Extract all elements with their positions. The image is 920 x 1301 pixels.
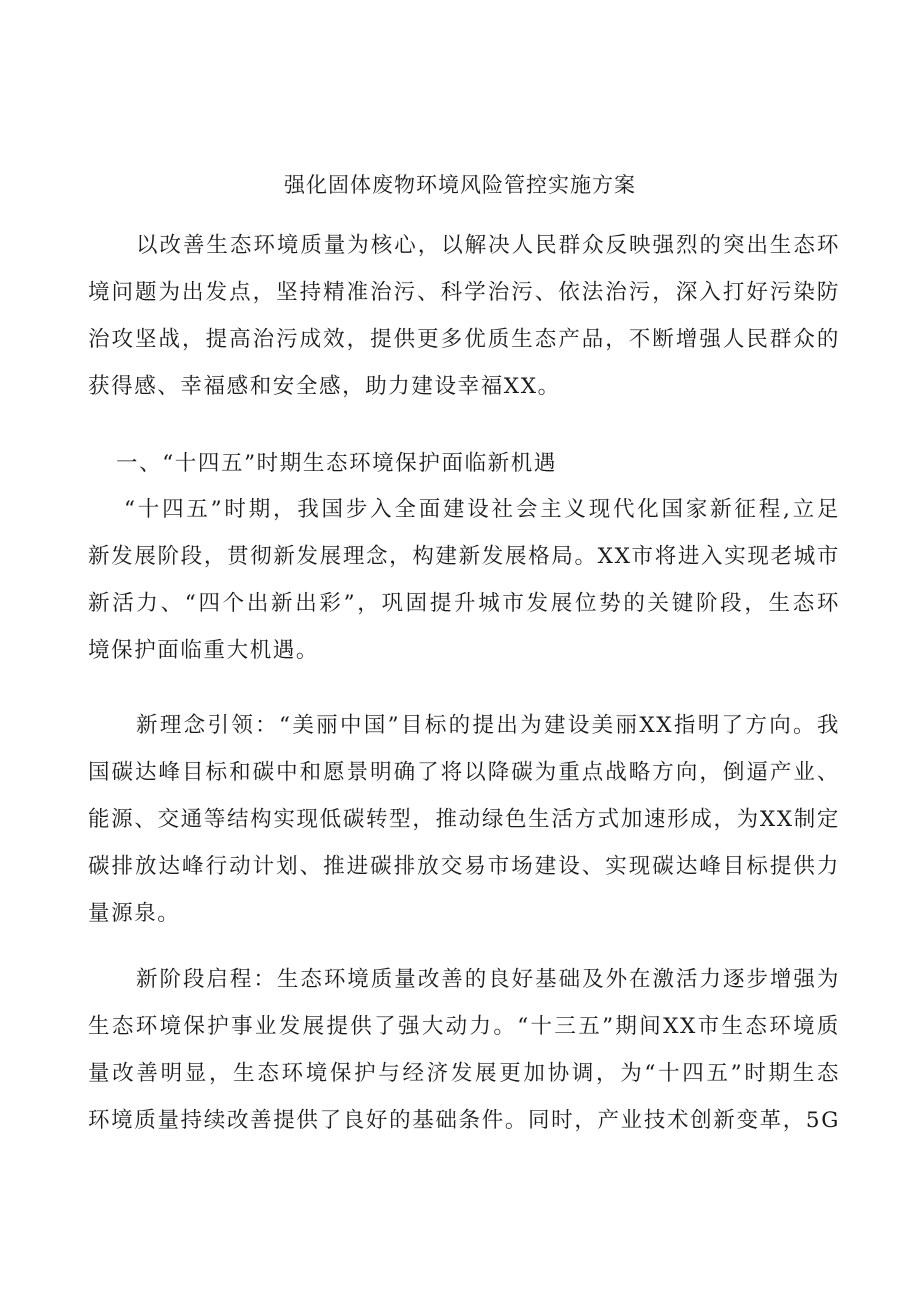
paragraph-line: 国碳达峰目标和碳中和愿景明确了将以降碳为重点战略方向，倒逼产业、 xyxy=(88,760,840,785)
paragraph-line: 新阶段启程：生态环境质量改善的良好基础及外在激活力逐步增强为 xyxy=(136,967,840,992)
paragraph-line: 境问题为出发点，坚持精准治污、科学治污、依法治污，深入打好污染防 xyxy=(88,280,840,305)
intro-paragraph xyxy=(88,222,840,410)
paragraph-line: “十四五”时期，我国步入全面建设社会主义现代化国家新征程,立足 xyxy=(124,497,840,522)
paragraph-line: 量源泉。 xyxy=(88,901,181,926)
paragraph-line: 治攻坚战，提高治污成效，提供更多优质生态产品，不断增强人民群众的 xyxy=(88,327,840,352)
paragraph-line: 境保护面临重大机遇。 xyxy=(88,638,320,663)
paragraph-line: 能源、交通等结构实现低碳转型，推动绿色生活方式加速形成，为XX制定 xyxy=(88,807,840,832)
new-stage-paragraph xyxy=(88,956,840,1144)
opportunity-paragraph xyxy=(88,486,840,674)
paragraph-line: 生态环境保护事业发展提供了强大动力。“十三五”期间XX市生态环境质 xyxy=(88,1014,840,1039)
paragraph-line: 新发展阶段，贯彻新发展理念，构建新发展格局。XX市将进入实现老城市 xyxy=(88,544,840,569)
section-heading-text: 一、“十四五”时期生态环境保护面临新机遇 xyxy=(116,451,557,476)
paragraph-line: 环境质量持续改善提供了良好的基础条件。同时，产业技术创新变革，5G xyxy=(88,1108,840,1133)
paragraph-line: 新活力、“四个出新出彩”，巩固提升城市发展位势的关键阶段，生态环 xyxy=(88,591,840,616)
paragraph-line: 以改善生态环境质量为核心，以解决人民群众反映强烈的突出生态环 xyxy=(136,233,840,258)
document-title: 强化固体废物环境风险管控实施方案 xyxy=(284,173,636,197)
paragraph-line: 新理念引领：“美丽中国”目标的提出为建设美丽XX指明了方向。我 xyxy=(136,713,840,738)
new-concept-paragraph xyxy=(88,702,840,937)
paragraph-line: 量改善明显，生态环境保护与经济发展更加协调，为“十四五”时期生态 xyxy=(88,1061,840,1086)
section-heading xyxy=(88,440,840,487)
paragraph-line: 获得感、幸福感和安全感，助力建设幸福XX。 xyxy=(88,374,561,399)
paragraph-line: 碳排放达峰行动计划、推进碳排放交易市场建设、实现碳达峰目标提供力 xyxy=(88,854,840,879)
